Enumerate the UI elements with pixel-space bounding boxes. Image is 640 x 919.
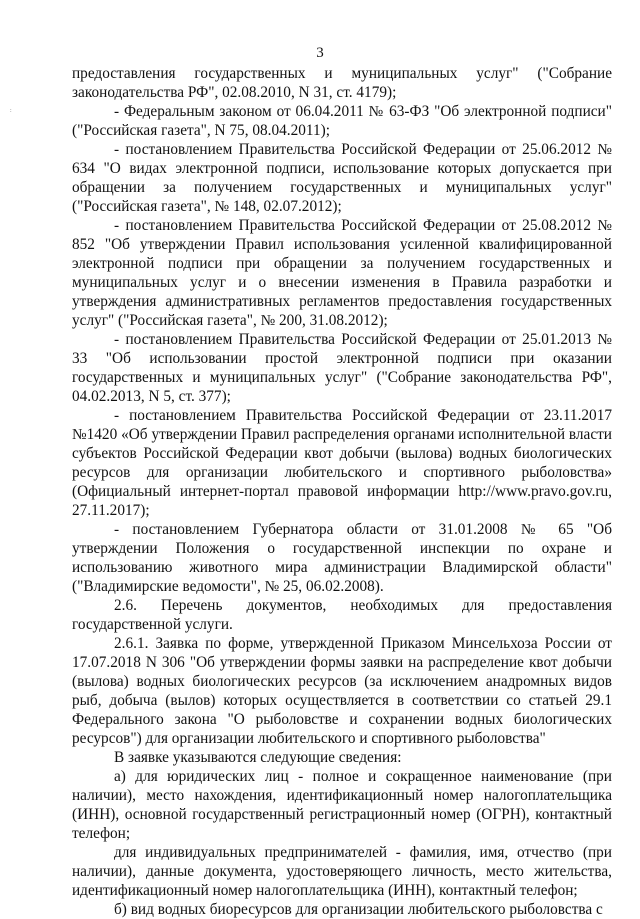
item-a-legal-entities: а) для юридических лиц - полное и сокращенное наименование (при наличии), место нахождения, идентификационный номер налогоплательщика (ИНН), основной государственный регистрационный номер (ОГРН), контактный телефон; [72,768,612,842]
item-individual-entrepreneurs: для индивидуальных предпринимателей - фамилия, имя, отчество (при наличии), данные документа, удостоверяющего личность, место жительства, идентификационный номер налогоплательщика (ИНН), контактный телефон; [72,844,612,899]
page-number: 3 [316,45,324,61]
paragraph-resolution-33: - постановлением Правительства Российской Федерации от 25.01.2013 № 33 "Об использовании простой электронной подписи при оказании государственных и муниципальных услуг" ("Собрание законодательства РФ", 04.02.2013, N 5, ст. 377); [72,331,612,405]
section-2-6-heading: 2.6. Перечень документов, необходимых для предоставления государственной услуги. [72,597,612,633]
paragraph-application-info: В заявке указываются следующие сведения: [114,749,402,766]
document-body [72,64,612,919]
item-b-species: б) вид водных биоресурсов для организации любительского рыболовства с [114,901,603,918]
paragraph-governor-65: - постановлением Губернатора области от 31.01.2008 № 65 "Об утверждении Положения о государственной инспекции по охране и использованию животного мира администрации Владимирской области" ("Владимирские ведомости", № 25, 06.02.2008). [72,521,612,595]
paragraph-continuation: предоставления государственных и муниципальных услуг" ("Собрание законодательства РФ", 02.08.2010, N 31, ст. 4179); [72,65,612,101]
paragraph-resolution-1420: - постановлением Правительства Российской Федерации от 23.11.2017 №1420 «Об утверждении Правил распределения органами исполнительной власти субъектов Российской Федерации квот добычи (вылова) водных биологических ресурсов для организации любительского и спортивного рыболовства» (Официальный интернет-портал правовой информации http://www.pravo.gov.ru, 27.11.2017); [72,407,612,519]
paragraph-resolution-634: - постановлением Правительства Российской Федерации от 25.06.2012 № 634 "О видах электронной подписи, использование которых допускается при обращении за получением государственных и муниципальных услуг" ("Российская газета", № 148, 02.07.2012); [72,141,612,215]
section-2-6-1: 2.6.1. Заявка по форме, утвержденной Приказом Минсельхоза России от 17.07.2018 N 306 "Об утверждении формы заявки на распределение квот добычи (вылова) водных биологических ресурсов (за исключением анадромных видов рыб, добыча (вылов) которых осуществляется в соответствии со статьей 29.1 Федерального закона "О рыболовстве и сохранении водных биологических ресурсов") для организации любительского и спортивного рыболовства" [72,635,612,747]
paragraph-resolution-852: - постановлением Правительства Российской Федерации от 25.08.2012 № 852 "Об утверждении Правил использования усиленной квалифицированной электронной подписи при обращении за получением государственных и муниципальных услуг и о внесении изменения в Правила разработки и утверждения административных регламентов предоставления государственных услуг" ("Российская газета", № 200, 31.08.2012); [72,217,612,329]
paragraph-law-63fz: - Федеральным законом от 06.04.2011 № 63-ФЗ "Об электронной подписи" ("Российская газета", N 75, 08.04.2011); [72,103,612,139]
margin-mark: : [10,108,12,114]
